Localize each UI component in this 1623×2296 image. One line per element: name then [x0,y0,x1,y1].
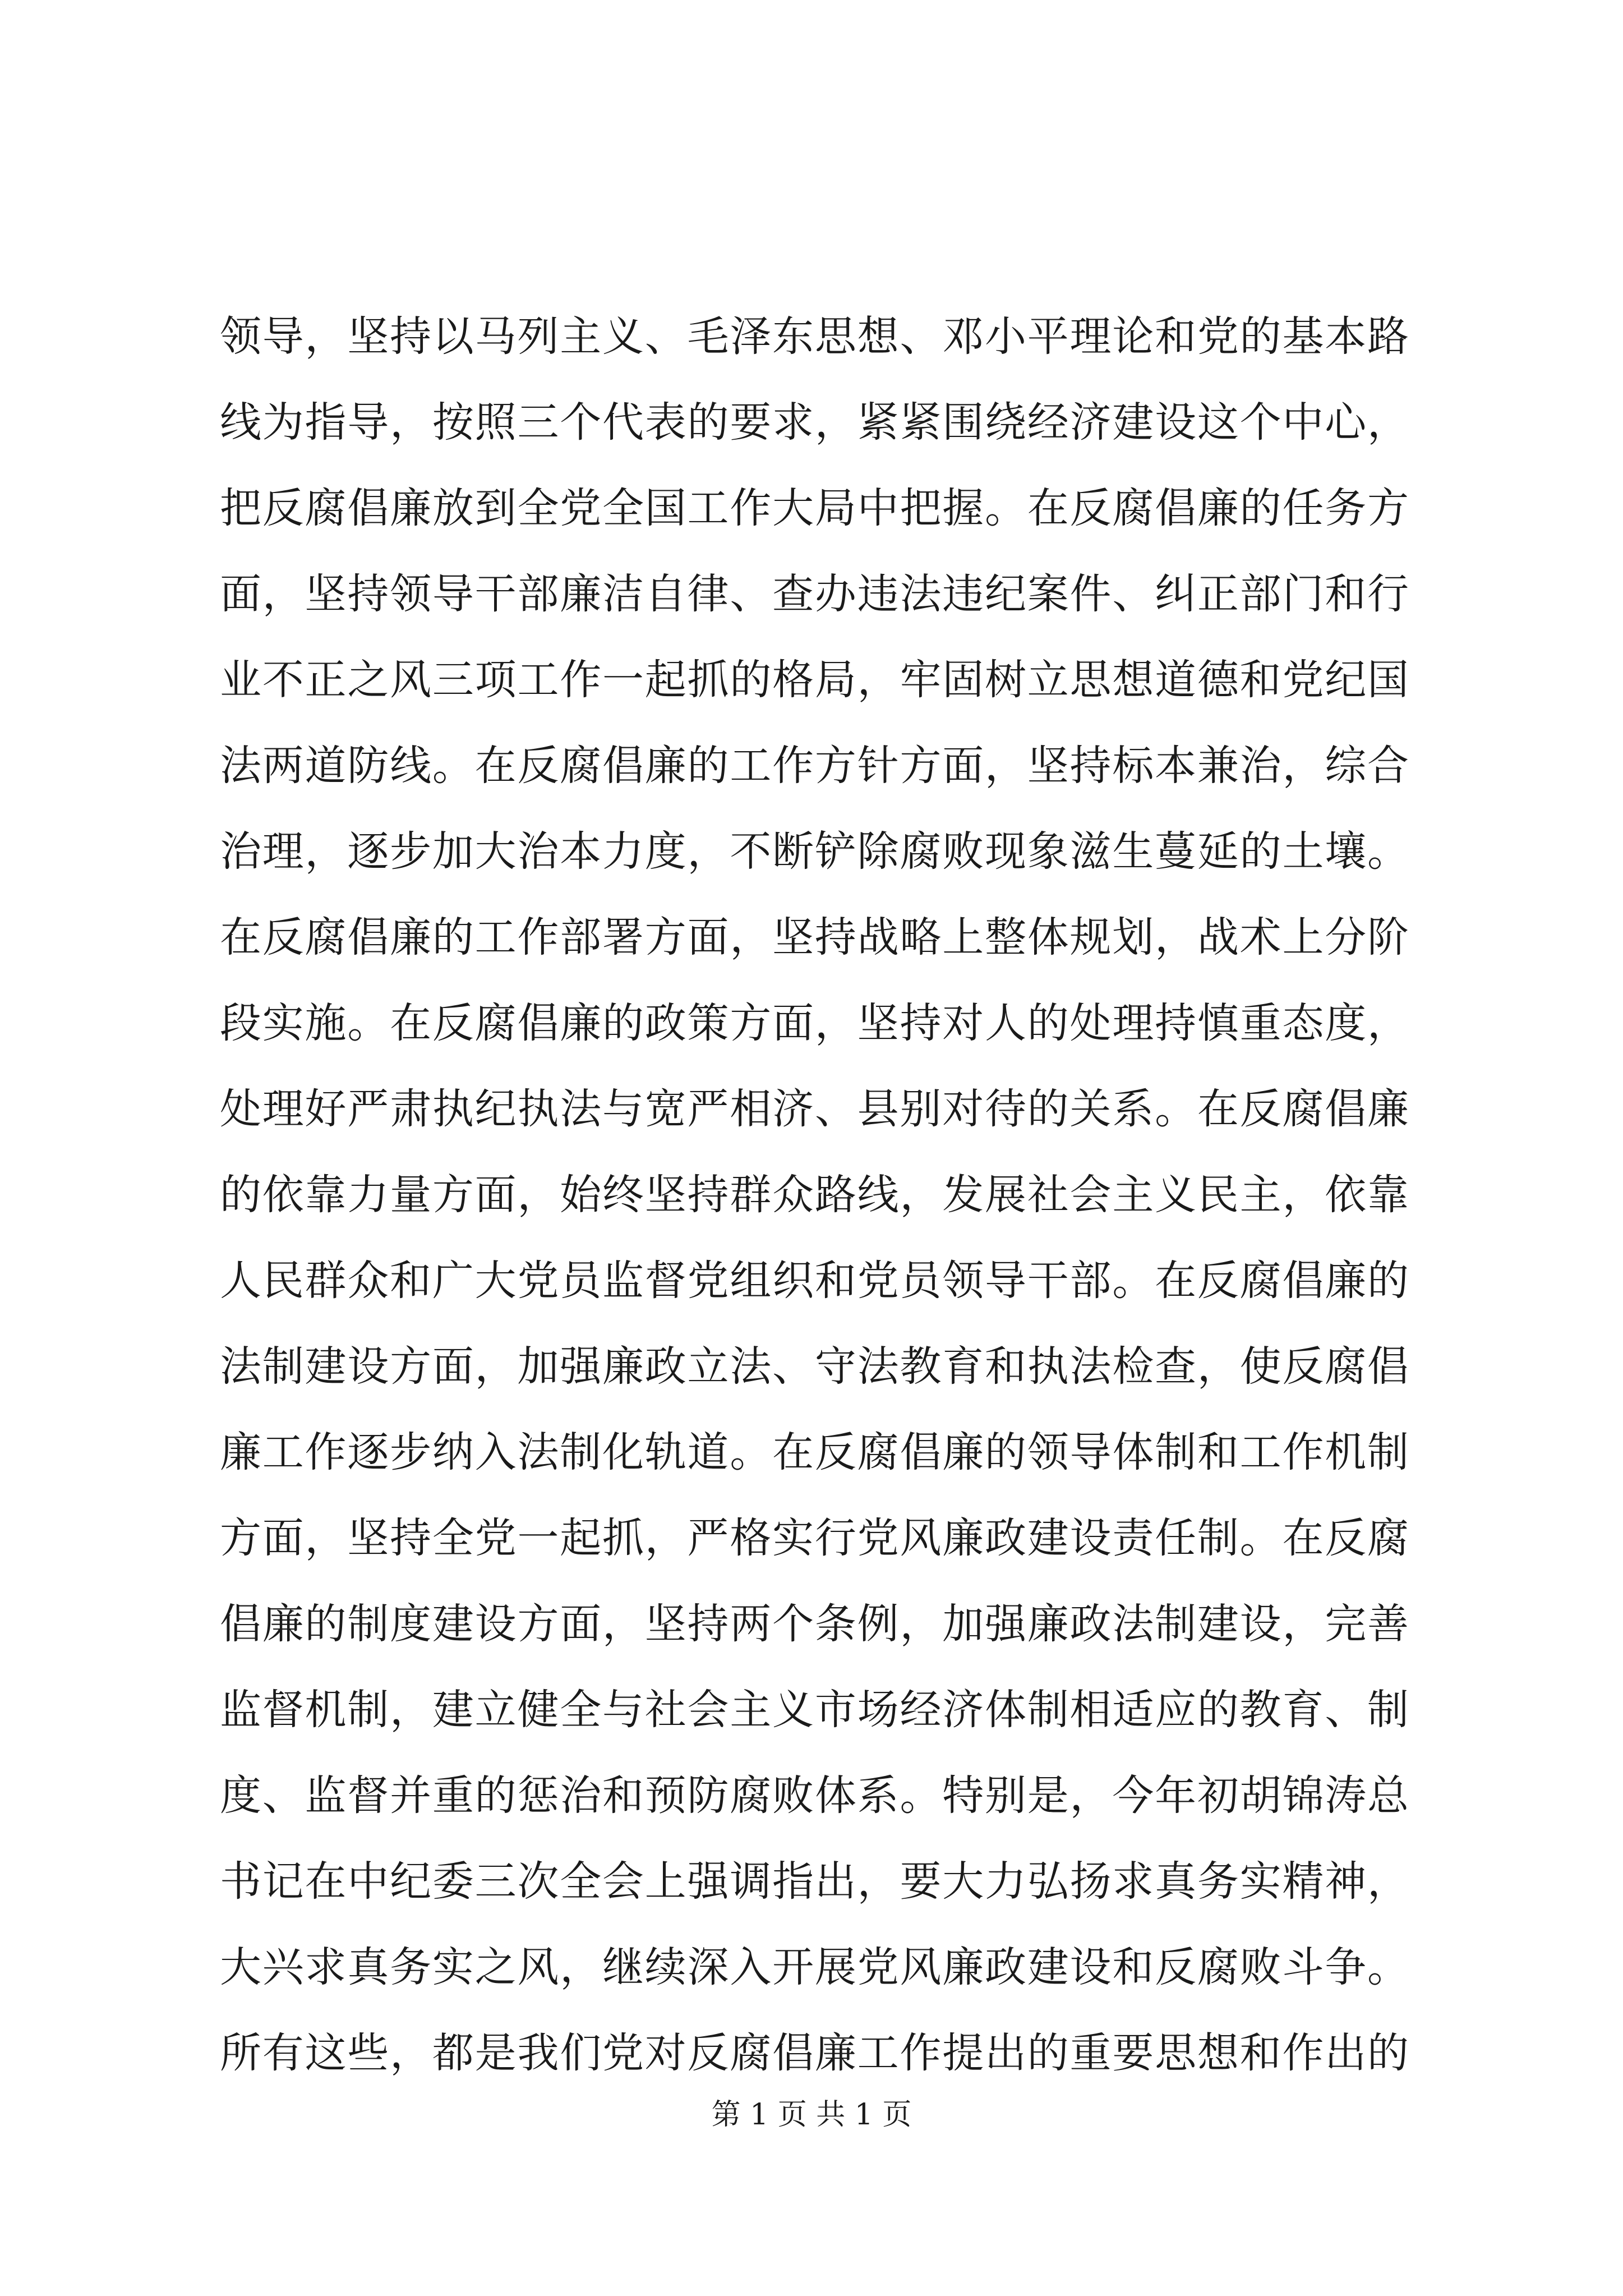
text-line: 业不正之风三项工作一起抓的格局，牢固树立思想道德和党纪国 [220,656,1409,704]
text-line: 法两道防线。在反腐倡廉的工作方针方面，坚持标本兼治，综合 [220,742,1409,790]
text-line: 度、监督并重的惩治和预防腐败体系。特别是，今年初胡锦涛总 [220,1772,1409,1820]
text-line: 面，坚持领导干部廉洁自律、查办违法违纪案件、纠正部门和行 [220,570,1409,618]
text-line: 把反腐倡廉放到全党全国工作大局中把握。在反腐倡廉的任务方 [220,484,1409,532]
page-number-label: 第 1 页 共 1 页 [711,2098,912,2132]
body-text [220,294,1409,2096]
text-line: 法制建设方面，加强廉政立法、守法教育和执法检查，使反腐倡 [220,1342,1409,1391]
text-line: 人民群众和广大党员监督党组织和党员领导干部。在反腐倡廉的 [220,1257,1409,1305]
text-line: 领导，坚持以马列主义、毛泽东思想、邓小平理论和党的基本路 [220,312,1409,361]
text-line: 监督机制，建立健全与社会主义市场经济体制相适应的教育、制 [220,1686,1409,1734]
text-line: 处理好严肃执纪执法与宽严相济、县别对待的关系。在反腐倡廉 [220,1085,1409,1133]
text-line: 廉工作逐步纳入法制化轨道。在反腐倡廉的领导体制和工作机制 [220,1428,1409,1476]
text-line: 倡廉的制度建设方面，坚持两个条例，加强廉政法制建设，完善 [220,1600,1409,1648]
text-line: 治理，逐步加大治本力度，不断铲除腐败现象滋生蔓延的土壤。 [220,827,1409,876]
text-line: 线为指导，按照三个代表的要求，紧紧围绕经济建设这个中心， [220,398,1409,447]
page-footer [0,2095,1623,2134]
text-line: 大兴求真务实之风，继续深入开展党风廉政建设和反腐败斗争。 [220,1943,1409,1991]
text-line: 书记在中纪委三次全会上强调指出，要大力弘扬求真务实精神， [220,1857,1409,1906]
text-line: 所有这些，都是我们党对反腐倡廉工作提出的重要思想和作出的 [220,2029,1409,2077]
text-line: 在反腐倡廉的工作部署方面，坚持战略上整体规划，战术上分阶 [220,913,1409,961]
text-line: 方面，坚持全党一起抓，严格实行党风廉政建设责任制。在反腐 [220,1514,1409,1562]
text-line: 的依靠力量方面，始终坚持群众路线，发展社会主义民主，依靠 [220,1171,1409,1219]
text-line: 段实施。在反腐倡廉的政策方面，坚持对人的处理持慎重态度， [220,999,1409,1047]
